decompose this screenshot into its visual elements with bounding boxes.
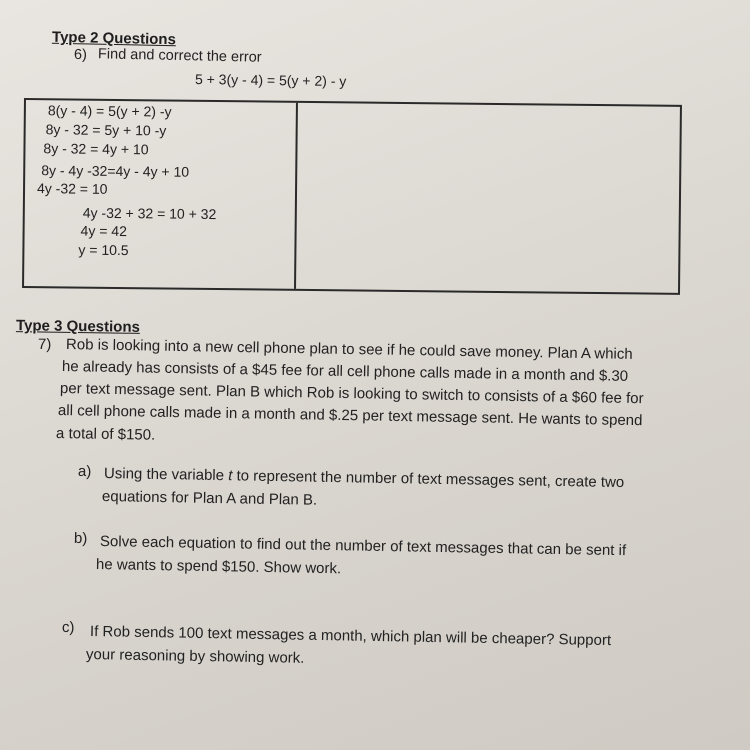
part-a-line: equations for Plan A and Plan B.	[101, 488, 318, 509]
work-line: y = 10.5	[78, 241, 129, 259]
work-line: 4y -32 + 32 = 10 + 32	[82, 204, 217, 223]
question-7-line: a total of $150.	[55, 425, 156, 444]
part-c-line: your reasoning by showing work.	[85, 646, 305, 667]
question-6-equation: 5 + 3(y - 4) = 5(y + 2) - y	[194, 70, 347, 90]
work-line: 8y - 32 = 5y + 10 -y	[45, 121, 167, 139]
question-6-text: Find and correct the error	[97, 46, 262, 66]
work-line: 4y = 42	[80, 222, 128, 240]
question-7-line: all cell phone calls made in a month and $.25 per text message sent. He wants to spend	[57, 402, 643, 430]
question-7-line: Rob is looking into a new cell phone plan to see if he could save money. Plan A which	[65, 336, 633, 363]
part-c-label: c)	[61, 618, 75, 637]
work-line: 8(y - 4) = 5(y + 2) -y	[47, 102, 172, 120]
work-line: 4y -32 = 10	[36, 180, 108, 197]
question-6-number: 6)	[73, 46, 88, 64]
work-line: 8y - 4y -32=4y - 4y + 10	[41, 162, 190, 180]
type3-heading: Type 3 Questions	[15, 317, 141, 336]
question-7-number: 7)	[37, 335, 52, 354]
question-7-line: he already has consists of a $45 fee for all cell phone calls made in a month and $.30	[61, 358, 629, 385]
part-a-text-pre: Using the variable	[103, 465, 229, 485]
question-7-line: per text message sent. Plan B which Rob is looking to switch to consists of a $60 fee for	[59, 380, 644, 408]
part-b-line: he wants to spend $150. Show work.	[95, 556, 342, 578]
part-b-label: b)	[73, 529, 88, 548]
part-a-text-post: to represent the number of text messages sent, create two	[232, 467, 625, 492]
variable-t: t	[228, 467, 233, 485]
part-b-line: Solve each equation to find out the number of text messages that can be sent if	[99, 533, 627, 560]
type2-heading: Type 2 Questions	[51, 28, 177, 49]
part-a-label: a)	[77, 462, 92, 481]
part-c-line: If Rob sends 100 text messages a month, which plan will be cheaper? Support	[89, 623, 612, 650]
work-line: 8y - 32 = 4y + 10	[43, 140, 149, 158]
